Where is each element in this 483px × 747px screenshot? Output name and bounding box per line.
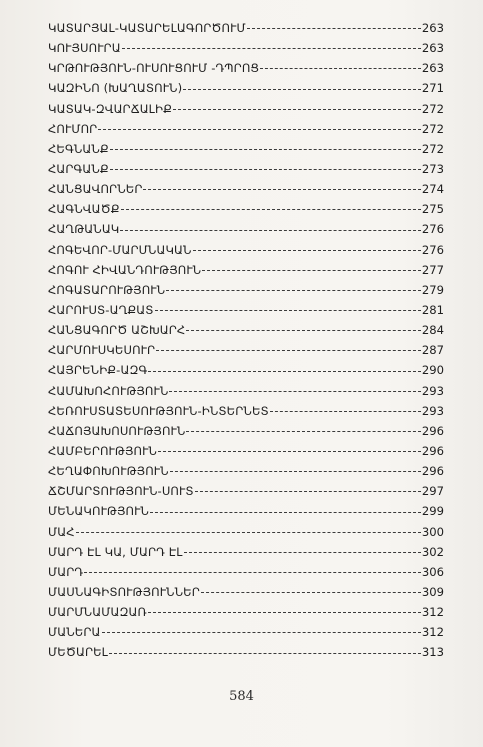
toc-entry-page: 272 <box>421 101 444 116</box>
toc-dot-leader <box>102 632 421 633</box>
toc-entry-title: ՀԱՐՄՈՒՍԿԵՍՈՒՐ <box>48 343 156 358</box>
toc-dot-leader <box>260 68 421 69</box>
toc-entry <box>48 219 444 239</box>
toc-entry <box>48 542 444 562</box>
toc-entry <box>48 99 444 119</box>
toc-dot-leader <box>98 129 421 130</box>
toc-dot-leader <box>195 491 421 492</box>
toc-dot-leader <box>158 451 421 452</box>
toc-dot-leader <box>150 512 421 513</box>
toc-entry-title: ՀՈՒՄՈՐ <box>48 121 98 136</box>
toc-entry <box>48 139 444 159</box>
toc-dot-leader <box>202 270 421 271</box>
toc-entry-title: ՀՈԳՈՒ ՀԻՎԱՆԴՈՒԹՅՈՒՆ <box>48 262 202 277</box>
toc-dot-leader <box>193 250 421 251</box>
toc-entry-page: 293 <box>421 383 444 398</box>
toc-dot-leader <box>110 149 421 150</box>
toc-entry <box>48 421 444 441</box>
toc-entry <box>48 240 444 260</box>
toc-entry-page: 293 <box>421 403 444 418</box>
toc-entry-title: ՀԱՅՐԵՆԻՔ-ԱԶԳ <box>48 363 148 378</box>
toc-entry-title: ՀԱՆՑԱՎՈՐՆԵՐ <box>48 182 143 197</box>
toc-entry-page: 284 <box>421 323 444 338</box>
toc-entry-page: 306 <box>421 564 444 579</box>
page-number: 584 <box>229 689 254 704</box>
toc-entry-title: ՀՈԳԵՎՈՐ-ՄԱՐՄՆԱԿԱՆ <box>48 242 192 257</box>
toc-dot-leader <box>155 310 421 311</box>
toc-entry-page: 276 <box>421 242 444 257</box>
toc-entry <box>48 320 444 340</box>
table-of-contents <box>48 18 444 663</box>
toc-entry-page: 263 <box>421 61 444 76</box>
toc-entry-page: 300 <box>421 524 444 539</box>
toc-entry-title: ՀԱԳՆՎԱԾՔ <box>48 202 120 217</box>
toc-dot-leader <box>186 431 420 432</box>
toc-entry-page: 296 <box>421 443 444 458</box>
toc-entry <box>48 582 444 602</box>
toc-dot-leader <box>110 169 421 170</box>
toc-entry-page: 276 <box>421 222 444 237</box>
toc-entry-page: 273 <box>421 161 444 176</box>
toc-entry <box>48 38 444 58</box>
toc-entry-page: 312 <box>421 605 444 620</box>
toc-entry <box>48 58 444 78</box>
toc-dot-leader <box>121 209 421 210</box>
toc-dot-leader <box>201 592 421 593</box>
toc-entry-title: ԿՐԹՈՒԹՅՈՒՆ-ՈՒՍՈՒՑՈՒՄ -ԴՊՐՈՑ <box>48 61 260 76</box>
toc-entry <box>48 300 444 320</box>
toc-entry-page: 297 <box>421 484 444 499</box>
toc-entry-page: 299 <box>421 504 444 519</box>
toc-dot-leader <box>84 572 421 573</box>
toc-entry-page: 287 <box>421 343 444 358</box>
toc-dot-leader <box>148 371 421 372</box>
toc-entry <box>48 159 444 179</box>
toc-entry-title: ՄԱՐԴ ԷԼ ԿԱ, ՄԱՐԴ ԷԼ <box>48 544 183 559</box>
toc-entry <box>48 522 444 542</box>
toc-dot-leader <box>247 28 421 29</box>
toc-entry <box>48 602 444 622</box>
toc-entry-title: ԿԱԶԻՆՈ (ԽԱՂԱՏՈՒՆ) <box>48 81 183 96</box>
toc-entry-page: 263 <box>421 21 444 35</box>
toc-entry <box>48 501 444 521</box>
toc-dot-leader <box>76 532 421 533</box>
toc-entry <box>48 260 444 280</box>
toc-entry-title: ՄԱՐԴ <box>48 564 84 579</box>
toc-entry <box>48 199 444 219</box>
toc-entry-title: ՀԵԳՆԱՆՔ <box>48 141 109 156</box>
toc-entry-page: 296 <box>421 423 444 438</box>
toc-entry-title: ՀՈԳԱՏԱՐՈՒԹՅՈՒՆ <box>48 282 166 297</box>
toc-dot-leader <box>170 471 421 472</box>
toc-entry <box>48 461 444 481</box>
toc-entry <box>48 360 444 380</box>
toc-entry-title: ՀԱՃՈՅԱԽՈՍՈՒԹՅՈՒՆ <box>48 423 186 438</box>
toc-entry-title: ՄԱՆԵՐԱ <box>48 625 101 640</box>
toc-entry-page: 281 <box>421 302 444 317</box>
toc-entry-title: ԿԱՏԱԿ-ԶՎԱՐՃԱԼԻՔ <box>48 101 172 116</box>
toc-entry-title: ՀԵՂԱՓՈԽՈՒԹՅՈՒՆ <box>48 464 169 479</box>
toc-entry-title: ԿՈՒՅՍՈՒՐԱ <box>48 41 121 56</box>
toc-entry-title: ՀԱՄԲԵՐՈՒԹՅՈՒՆ <box>48 443 157 458</box>
toc-entry <box>48 481 444 501</box>
toc-entry <box>48 78 444 98</box>
toc-entry-title: ՀԱՂԹԱՆԱԿ <box>48 222 120 237</box>
toc-dot-leader <box>184 552 421 553</box>
toc-dot-leader <box>186 330 421 331</box>
toc-entry <box>48 441 444 461</box>
toc-entry-title: ՄԱՍՆԱԳԻՏՈՒԹՅՈՒՆՆԵՐ <box>48 584 200 599</box>
toc-entry-page: 290 <box>421 363 444 378</box>
toc-dot-leader <box>109 653 421 654</box>
toc-entry-title: ԿԱՏԱՐՅԱԼ-ԿԱՏԱՐԵԼԱԳՈՐԾՈՒՄ <box>48 21 246 35</box>
toc-entry-title: ՄԵԾԱՐԵԼ <box>48 645 108 660</box>
toc-entry <box>48 381 444 401</box>
toc-entry <box>48 622 444 642</box>
toc-entry-page: 313 <box>421 645 444 660</box>
toc-dot-leader <box>148 612 421 613</box>
toc-dot-leader <box>143 189 420 190</box>
toc-entry-page: 309 <box>421 584 444 599</box>
toc-dot-leader <box>169 391 420 392</box>
toc-entry-title: ՄԱՀ <box>48 524 75 539</box>
toc-dot-leader <box>270 411 421 412</box>
toc-entry-title: ՀԱՄԱԽՈՀՈՒԹՅՈՒՆ <box>48 383 169 398</box>
toc-entry-page: 275 <box>421 202 444 217</box>
toc-entry <box>48 18 444 38</box>
toc-entry-page: 274 <box>421 182 444 197</box>
toc-entry-page: 302 <box>421 544 444 559</box>
toc-dot-leader <box>120 230 420 231</box>
toc-entry-title: ՄԱՐՄՆԱՄԱԶԱՌ <box>48 605 147 620</box>
toc-dot-leader <box>183 89 421 90</box>
toc-entry <box>48 562 444 582</box>
toc-entry-page: 296 <box>421 464 444 479</box>
toc-entry-title: ՀԵՌՈՒՍՏԱՏԵՍՈՒԹՅՈՒՆ-ԻՆՏԵՐՆԵՏ <box>48 403 269 418</box>
toc-entry-page: 279 <box>421 282 444 297</box>
toc-entry <box>48 280 444 300</box>
toc-entry-page: 277 <box>421 262 444 277</box>
toc-entry <box>48 401 444 421</box>
toc-dot-leader <box>166 290 421 291</box>
toc-entry-page: 272 <box>421 141 444 156</box>
toc-entry <box>48 642 444 662</box>
toc-entry-page: 271 <box>421 81 444 96</box>
toc-entry <box>48 179 444 199</box>
toc-entry-title: ՄԵՆԱԿՈՒԹՅՈՒՆ <box>48 504 149 519</box>
toc-entry-page: 263 <box>421 41 444 56</box>
toc-entry <box>48 119 444 139</box>
toc-entry-title: ՀԱՆՑԱԳՈՐԾ ԱՇԽԱՐՀ <box>48 323 186 338</box>
toc-entry-title: ՃՇՄԱՐՏՈՒԹՅՈՒՆ-ՍՈՒՏ <box>48 484 194 499</box>
toc-dot-leader <box>122 48 421 49</box>
toc-entry-title: ՀԱՐՈՒՍՏ-ԱՂՔԱՏ <box>48 302 154 317</box>
toc-entry-page: 312 <box>421 625 444 640</box>
toc-entry <box>48 340 444 360</box>
toc-dot-leader <box>156 350 421 351</box>
toc-entry-page: 272 <box>421 121 444 136</box>
toc-dot-leader <box>173 109 421 110</box>
toc-entry-title: ՀԱՐԳԱՆՔ <box>48 161 109 176</box>
